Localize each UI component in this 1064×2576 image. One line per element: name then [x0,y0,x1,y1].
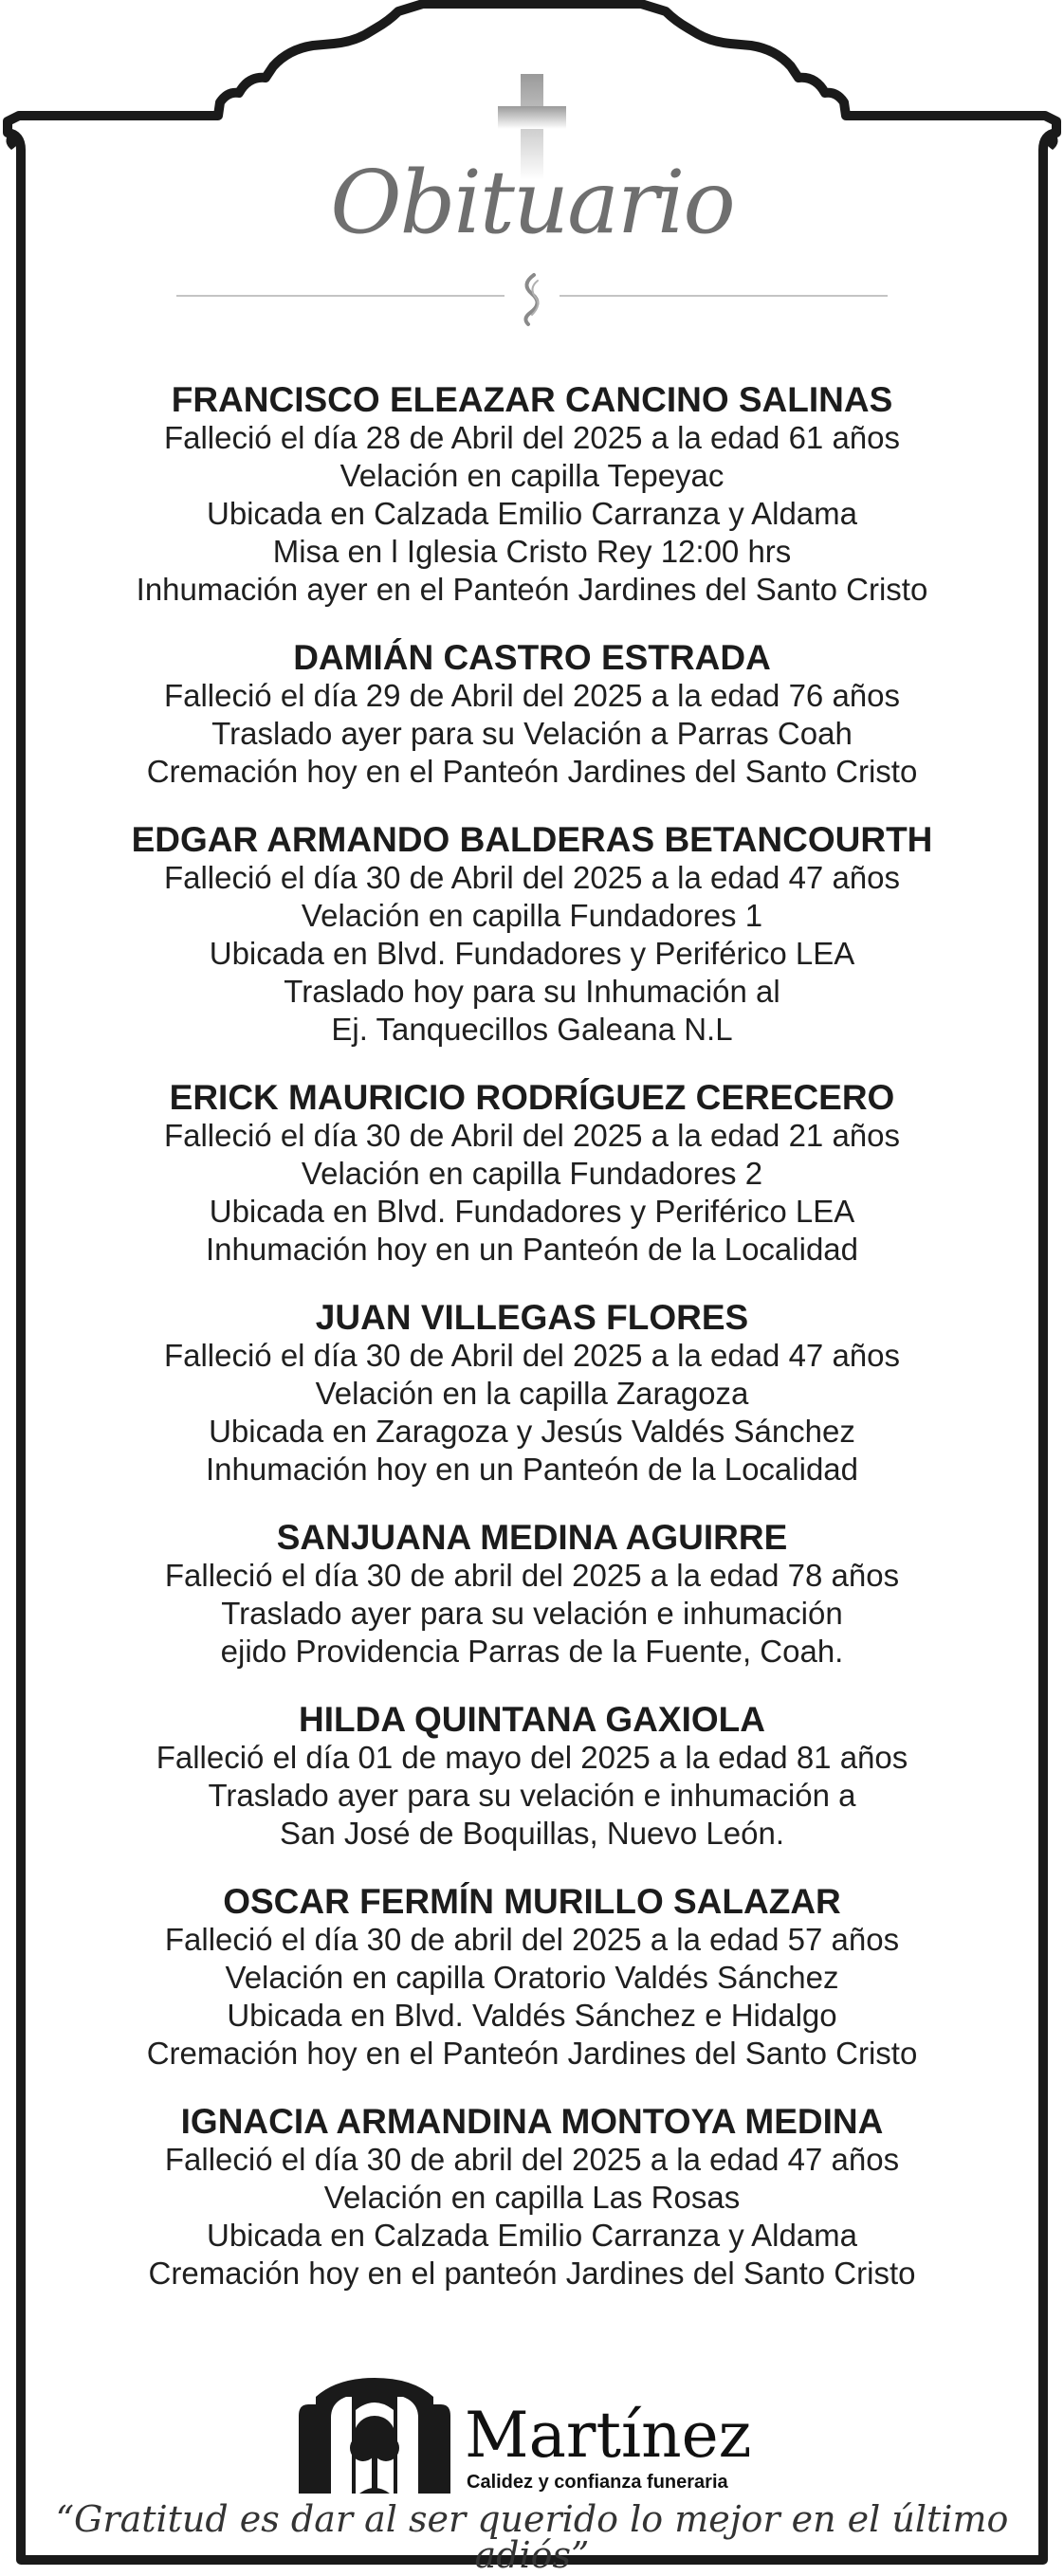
deceased-name: FRANCISCO ELEAZAR CANCINO SALINAS [171,380,893,419]
divider-left [176,295,504,297]
entry-line: Inhumación hoy en un Panteón de la Localidad [205,1232,859,1267]
flourish-icon [513,271,551,328]
obituary-entry [38,1519,1026,1671]
entry-line: Velación en capilla Oratorio Valdés Sánchez [225,1960,839,1995]
entry-line: Falleció el día 30 de Abril del 2025 a la edad 47 años [163,860,901,895]
chapel-logo-icon [299,2378,450,2494]
entry-line: Ubicada en Blvd. Fundadores y Periférico LEA [209,1194,855,1229]
entry-line: Ubicada en Calzada Emilio Carranza y Aldama [206,2218,857,2253]
entry-line: Inhumación ayer en el Panteón Jardines del Santo Cristo [136,572,928,607]
entry-line: Velación en capilla Tepeyac [339,458,725,493]
entry-line: Falleció el día 28 de Abril del 2025 a la edad 61 años [163,420,901,455]
deceased-name: IGNACIA ARMANDINA MONTOYA MEDINA [180,2102,884,2141]
entry-line: Falleció el día 30 de Abril del 2025 a la edad 21 años [163,1118,901,1153]
entry-line: Cremación hoy en el panteón Jardines del Santo Cristo [148,2256,916,2291]
divider-right [560,295,888,297]
obituary-entry [38,1079,1026,1269]
entry-line: Falleció el día 01 de mayo del 2025 a la edad 81 años [156,1740,908,1775]
entry-line: Falleció el día 29 de Abril del 2025 a la edad 76 años [163,678,901,713]
entry-line: Ubicada en Zaragoza y Jesús Valdés Sánchez [209,1414,855,1449]
entry-line: Falleció el día 30 de abril del 2025 a la edad 47 años [164,2142,900,2177]
deceased-name: JUAN VILLEGAS FLORES [315,1298,749,1337]
obituary-entry [38,2103,1026,2293]
entry-line: Traslado ayer para su velación e inhumación a [208,1778,856,1813]
obituary-list [38,381,1026,2323]
entry-line: Misa en l Iglesia Cristo Rey 12:00 hrs [272,534,792,569]
entry-line: Velación en capilla Fundadores 2 [301,1156,763,1191]
entry-line: Cremación hoy en el Panteón Jardines del Santo Cristo [146,2036,918,2071]
entry-line: Falleció el día 30 de abril del 2025 a la edad 78 años [164,1558,900,1593]
deceased-name: HILDA QUINTANA GAXIOLA [299,1700,765,1739]
deceased-name: OSCAR FERMÍN MURILLO SALAZAR [223,1882,841,1921]
brand-tagline: Calidez y confianza funeraria [467,2472,728,2493]
entry-line: San José de Boquillas, Nuevo León. [279,1816,785,1851]
deceased-name: ERICK MAURICIO RODRÍGUEZ CERECERO [169,1078,895,1117]
page-title: Obituario [330,152,734,253]
obituary-entry [38,381,1026,609]
footer-quote: “Gratitud es dar al ser querido lo mejor en el último adiós” [55,2498,1009,2576]
brand-name: Martínez [465,2399,752,2472]
entry-line: Velación en capilla Las Rosas [323,2180,741,2215]
deceased-name: DAMIÁN CASTRO ESTRADA [293,638,771,677]
entry-line: ejido Providencia Parras de la Fuente, Coah. [220,1634,844,1669]
obituary-entry [38,821,1026,1049]
entry-line: Traslado ayer para su Velación a Parras Coah [211,716,853,751]
deceased-name: EDGAR ARMANDO BALDERAS BETANCOURTH [131,820,933,859]
entry-line: Ubicada en Blvd. Fundadores y Periférico LEA [209,936,855,971]
entry-line: Falleció el día 30 de Abril del 2025 a la edad 47 años [163,1338,901,1373]
entry-line: Velación en capilla Fundadores 1 [301,898,763,933]
obituary-entry [38,1299,1026,1489]
entry-line: Cremación hoy en el Panteón Jardines del Santo Cristo [146,754,918,789]
obituary-entry [38,1883,1026,2073]
entry-line: Falleció el día 30 de abril del 2025 a la edad 57 años [164,1922,900,1957]
entry-line: Inhumación hoy en un Panteón de la Localidad [205,1452,859,1487]
entry-line: Ubicada en Blvd. Valdés Sánchez e Hidalgo [227,1998,837,2033]
entry-line: Ej. Tanquecillos Galeana N.L [331,1012,733,1047]
obituary-entry [38,639,1026,791]
obituary-entry [38,1701,1026,1853]
entry-line: Velación en la capilla Zaragoza [315,1376,749,1411]
entry-line: Ubicada en Calzada Emilio Carranza y Aldama [206,496,857,531]
entry-line: Traslado hoy para su Inhumación al [284,974,780,1009]
entry-line: Traslado ayer para su velación e inhumación [221,1596,843,1631]
deceased-name: SANJUANA MEDINA AGUIRRE [276,1518,788,1557]
